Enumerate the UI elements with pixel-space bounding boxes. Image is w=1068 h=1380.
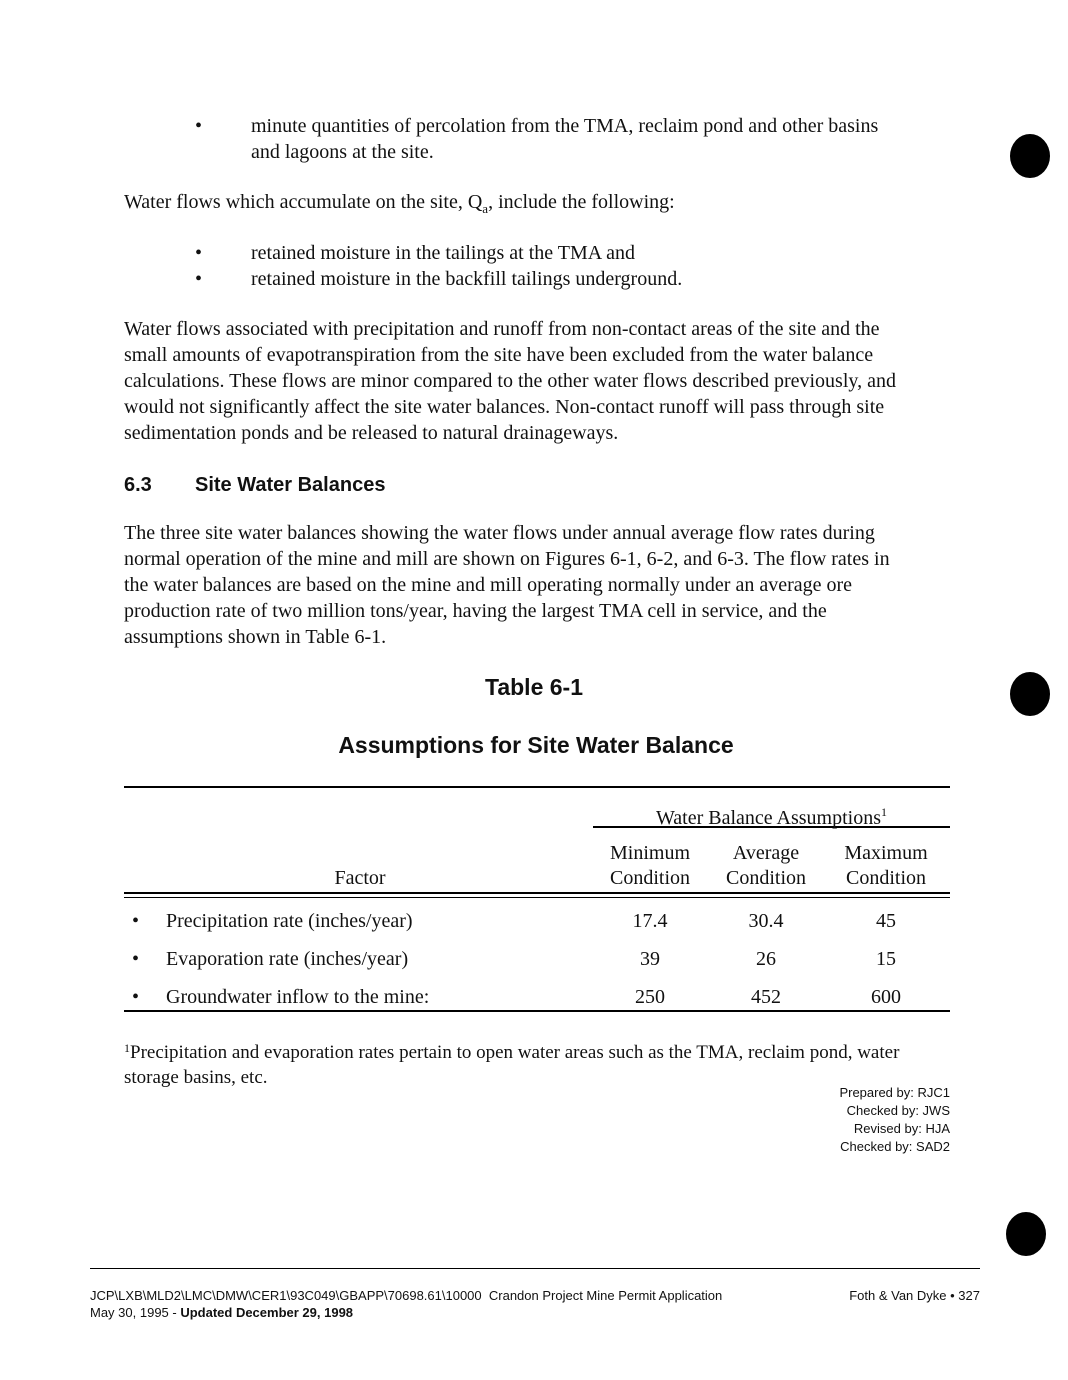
header-double-rule-top [124,892,950,894]
column-header-average [706,841,826,891]
qa-bullet-text: retained moisture in the backfill tailings underground. [251,268,683,290]
table-cell: 39 [640,948,660,970]
paragraph-line: sedimentation ponds and be released to natural drainageways. [124,422,619,444]
checked-by: Checked by: JWS [846,1103,950,1118]
prepared-by: Prepared by: RJC1 [839,1085,950,1100]
paragraph-line: Water flows associated with precipitation and runoff from non-contact areas of the site and the [124,318,880,340]
factor-header: Factor [334,867,386,889]
paragraph-site-water-balances [124,520,964,650]
bullet-icon: • [132,910,140,932]
revised-by: Revised by: HJA [853,1121,950,1136]
table-title: Assumptions for Site Water Balance [338,732,734,758]
column-header-maximum [826,841,946,891]
factor-text: Groundwater inflow to the mine: [166,986,430,1008]
footer-left [90,1287,722,1321]
table-cell: 26 [756,948,776,970]
section-title: Site Water Balances [195,474,386,496]
table-cell: 600 [871,986,901,1008]
section-heading [124,472,385,498]
column-header-line1: Average [732,842,800,864]
header-double-rule-bottom [124,897,950,898]
footnote [124,1036,964,1090]
footer-firm-page: Foth & Van Dyke • 327 [849,1288,980,1303]
bullet-icon: • [195,115,203,137]
table-row-factor [132,984,429,1010]
bullet-icon: • [132,948,140,970]
footnote-marker: 1 [124,1041,130,1055]
punch-hole-bottom [1006,1212,1046,1256]
qa-subscript: a [482,201,489,216]
footer-project: Crandon Project Mine Permit Application [488,1288,723,1303]
table-cell: 30.4 [748,910,784,932]
qa-bullet-text: retained moisture in the tailings at the TMA and [251,242,635,264]
column-header-line2: Condition [609,867,690,889]
footer-updated: Updated December 29, 1998 [180,1305,354,1320]
footer-path: JCP\LXB\MLD2\LMC\DMW\CER1\93C049\GBAPP\70698.61\10000 [90,1288,482,1303]
factor-text: Evaporation rate (inches/year) [166,948,409,970]
punch-hole-top [1010,134,1050,178]
footnote-line1: Precipitation and evaporation rates pertain to open water areas such as the TMA, reclaim pond, water [130,1042,900,1063]
checked-by-2: Checked by: SAD2 [840,1139,950,1154]
column-header-line1: Maximum [844,842,928,864]
column-header-line2: Condition [725,867,806,889]
table-cell: 45 [876,910,896,932]
table-cell: 15 [876,948,896,970]
group-header-text: Water Balance Assumptions [655,807,881,829]
paragraph-line: the water balances are based on the mine and mill operating normally under an average ore [124,574,853,596]
qa-intro-after: , include the following: [488,191,675,213]
table-row-factor [132,946,408,972]
section-number: 6.3 [124,474,152,496]
paragraph-line: assumptions shown in Table 6-1. [124,626,387,648]
table-cell: 17.4 [632,910,668,932]
paragraph-excluded-flows [124,316,964,446]
prepared-by-block [839,1084,950,1156]
column-header-line2: Condition [845,867,926,889]
qa-intro-text: Water flows which accumulate on the site, Q [124,191,483,213]
paragraph-line: production rate of two million tons/year, having the largest TMA cell in service, and the [124,600,827,622]
bullet-icon: • [195,268,203,290]
table-bottom-rule [124,1010,950,1012]
table-row-factor [132,908,413,934]
group-header [593,800,950,831]
footer-rule [90,1268,980,1269]
paragraph-line: small amounts of evapotranspiration from the site have been excluded from the water balance [124,344,874,366]
paragraph-line: would not significantly affect the site water balances. Non-contact runoff will pass through site [124,396,885,418]
qa-intro [124,189,964,222]
footnote-line2: storage basins, etc. [124,1067,268,1088]
paragraph-line: The three site water balances showing the water flows under annual average flow rates during [124,522,875,544]
intro-bullet [195,113,955,165]
table-top-rule [124,786,950,788]
factor-text: Precipitation rate (inches/year) [166,910,413,932]
table-cell: 452 [751,986,781,1008]
paragraph-line: normal operation of the mine and mill are shown on Figures 6-1, 6-2, and 6-3. The flow rates in [124,548,890,570]
bullet-icon: • [195,242,203,264]
column-header-minimum [590,841,710,891]
paragraph-line: calculations. These flows are minor compared to the other water flows described previously, and [124,370,896,392]
intro-bullet-line1: minute quantities of percolation from the TMA, reclaim pond and other basins [251,115,879,137]
footer-date: May 30, 1995 - [90,1305,181,1320]
table-cell: 250 [635,986,665,1008]
group-header-sup: 1 [881,805,887,819]
table-label: Table 6-1 [485,674,583,700]
column-header-line1: Minimum [609,842,690,864]
intro-bullet-line2: and lagoons at the site. [251,141,434,163]
bullet-icon: • [132,986,140,1008]
